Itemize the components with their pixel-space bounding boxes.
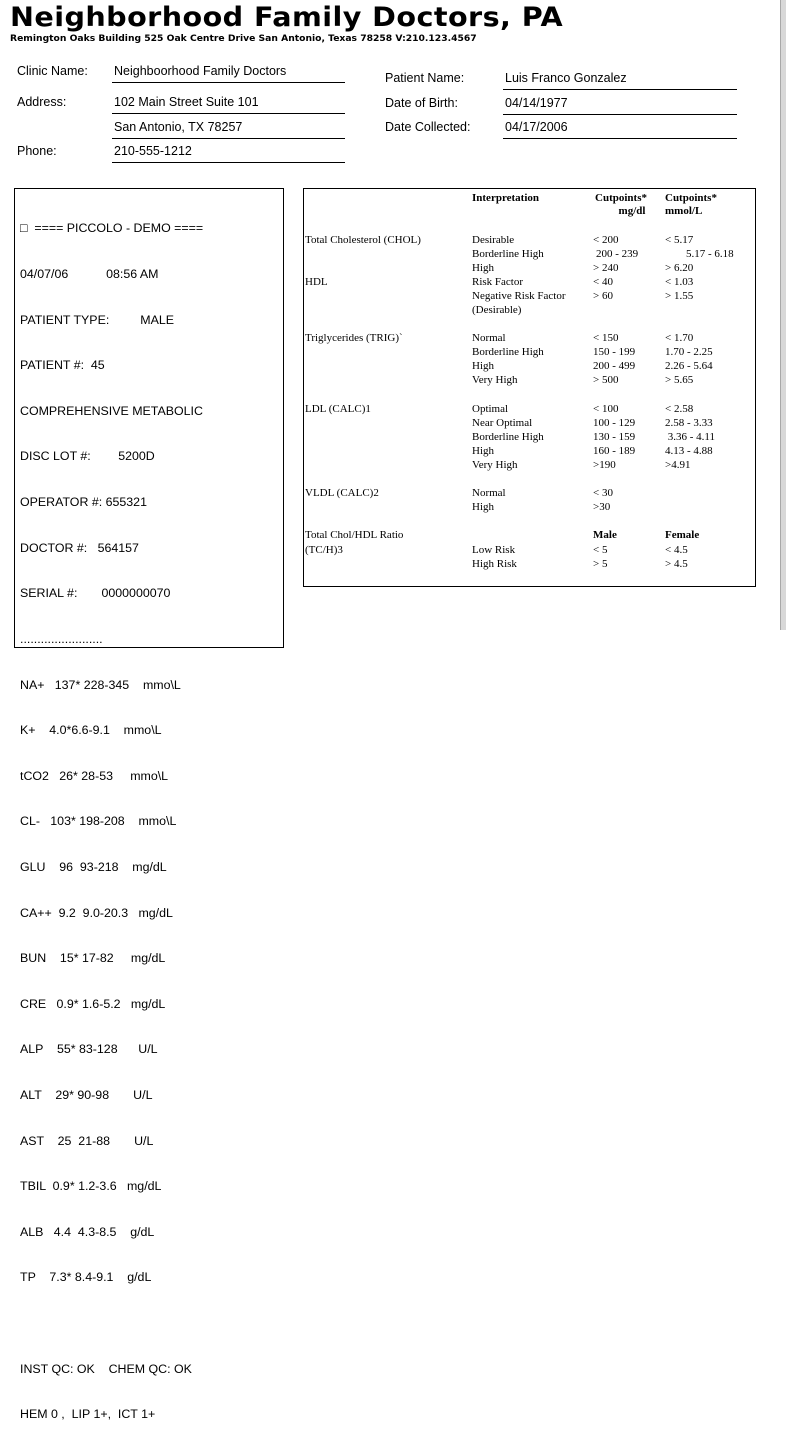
range-mgdl: > 240: [593, 262, 619, 274]
analyzer-printout: [20, 191, 203, 1438]
cutpoints-mgdl-header: [588, 192, 654, 218]
clinic-phone-label: Phone:: [17, 144, 57, 158]
range-mmol: > 6.20: [665, 262, 694, 274]
range-mgdl: 200 - 239: [596, 248, 639, 260]
date-collected-label: Date Collected:: [385, 120, 471, 134]
patient-name-label: Patient Name:: [385, 71, 465, 85]
cutpoints-mmol-header-line1: Cutpoints*: [665, 192, 717, 204]
vldl-label: VLDL (CALC)2: [305, 487, 379, 499]
clinic-address-line2: San Antonio, TX 78257: [112, 120, 345, 139]
range-interp: Optimal: [472, 403, 509, 415]
range-interp: (Desirable): [472, 304, 522, 316]
range-interp: Borderline High: [472, 346, 544, 358]
printout-line: COMPREHENSIVE METABOLIC: [20, 403, 203, 418]
window-edge: [780, 0, 786, 630]
range-interp: Negative Risk Factor: [472, 290, 566, 302]
range-interp: Desirable: [472, 234, 515, 246]
printout-line: [20, 1316, 203, 1331]
hdl-label: HDL: [305, 276, 328, 288]
dob-label: Date of Birth:: [385, 96, 458, 110]
range-interp: High: [472, 445, 494, 457]
range-male: > 5: [593, 558, 608, 570]
ldl-label: LDL (CALC)1: [305, 403, 371, 415]
range-interp: High: [472, 501, 494, 513]
range-mmol: 5.17 - 6.18: [686, 248, 734, 260]
range-interp: High: [472, 262, 494, 274]
clinic-name-label: Clinic Name:: [17, 64, 88, 78]
printout-line: TP 7.3* 8.4-9.1 g/dL: [20, 1270, 152, 1285]
printout-line: PATIENT TYPE: MALE: [20, 312, 175, 327]
range-mmol: >4.91: [665, 459, 691, 471]
cutpoints-mgdl-header-line1: Cutpoints*: [595, 192, 647, 204]
range-interp: Very High: [472, 374, 518, 386]
patient-name-field: Luis Franco Gonzalez: [503, 71, 737, 90]
range-mgdl: > 60: [593, 290, 613, 302]
range-interp: Normal: [472, 332, 506, 344]
range-interp: Very High: [472, 459, 518, 471]
range-interp: Risk Factor: [472, 276, 524, 288]
range-interp: Near Optimal: [472, 417, 533, 429]
range-interp: Borderline High: [472, 431, 544, 443]
printout-line: INST QC: OK CHEM QC: OK: [20, 1361, 192, 1376]
range-mmol: 1.70 - 2.25: [665, 346, 713, 358]
range-mgdl: 150 - 199: [593, 346, 636, 358]
range-mgdl: < 30: [593, 487, 613, 499]
range-mmol: < 5.17: [665, 234, 694, 246]
range-interp: Low Risk: [472, 544, 516, 556]
clinic-address-line1: 102 Main Street Suite 101: [112, 95, 345, 114]
printout-line: ........................: [20, 631, 103, 646]
ratio-label-line2: (TC/H)3: [305, 544, 343, 556]
printout-line: CRE 0.9* 1.6-5.2 mg/dL: [20, 996, 166, 1011]
range-mgdl: 100 - 129: [593, 417, 636, 429]
printout-line: □ ==== PICCOLO - DEMO ====: [20, 221, 204, 236]
trig-label: Triglycerides (TRIG)`: [305, 332, 403, 344]
male-header: Male: [593, 529, 617, 541]
printout-line: K+ 4.0*6.6-9.1 mmo\L: [20, 723, 162, 738]
interpretation-header: Interpretation: [472, 192, 540, 204]
range-mmol: > 5.65: [665, 374, 694, 386]
printout-line: AST 25 21-88 U/L: [20, 1133, 154, 1148]
printout-line: HEM 0 , LIP 1+, ICT 1+: [20, 1407, 156, 1422]
cutpoints-mmol-header: [665, 192, 717, 218]
ratio-label: [305, 529, 403, 557]
printout-line: DOCTOR #: 564157: [20, 540, 139, 555]
practice-address: Remington Oaks Building 525 Oak Centre Drive San Antonio, Texas 78258 V:210.123.4567: [10, 33, 477, 44]
printout-line: DISC LOT #: 5200D: [20, 449, 155, 464]
printout-line: BUN 15* 17-82 mg/dL: [20, 951, 166, 966]
printout-line: CA++ 9.2 9.0-20.3 mg/dL: [20, 905, 173, 920]
chol-label: Total Cholesterol (CHOL): [305, 234, 421, 246]
printout-line: ALP 55* 83-128 U/L: [20, 1042, 158, 1057]
range-mgdl: < 150: [593, 332, 619, 344]
range-mgdl: >190: [593, 459, 616, 471]
range-mgdl: < 200: [593, 234, 619, 246]
range-mmol: 2.26 - 5.64: [665, 360, 713, 372]
printout-line: OPERATOR #: 655321: [20, 495, 147, 510]
range-female: > 4.5: [665, 558, 688, 570]
cutpoints-mgdl-header-line2: mg/dl: [618, 205, 646, 217]
range-mmol: 2.58 - 3.33: [665, 417, 713, 429]
printout-line: ALT 29* 90-98 U/L: [20, 1087, 153, 1102]
range-male: < 5: [593, 544, 608, 556]
cutpoints-mmol-header-line2: mmol/L: [665, 205, 703, 217]
range-female: < 4.5: [665, 544, 688, 556]
range-mmol: > 1.55: [665, 290, 694, 302]
range-mmol: 3.36 - 4.11: [665, 431, 716, 443]
clinic-phone-field: 210-555-1212: [112, 144, 345, 163]
range-interp: High: [472, 360, 494, 372]
range-interp: High Risk: [472, 558, 517, 570]
date-collected-field: 04/17/2006: [503, 120, 737, 139]
female-header: Female: [665, 529, 700, 541]
range-mmol: 4.13 - 4.88: [665, 445, 713, 457]
dob-field: 04/14/1977: [503, 96, 737, 115]
clinic-name-field: Neighboorhood Family Doctors: [112, 64, 345, 83]
printout-line: tCO2 26* 28-53 mmo\L: [20, 768, 169, 783]
range-interp: Normal: [472, 487, 506, 499]
range-mmol: < 2.58: [665, 403, 694, 415]
range-mmol: < 1.03: [665, 276, 694, 288]
printout-line: ALB 4.4 4.3-8.5 g/dL: [20, 1224, 155, 1239]
range-mgdl: 130 - 159: [593, 431, 636, 443]
printout-line: GLU 96 93-218 mg/dL: [20, 859, 167, 874]
printout-line: SERIAL #: 0000000070: [20, 586, 171, 601]
range-mgdl: >30: [593, 501, 611, 513]
range-mgdl: 200 - 499: [593, 360, 636, 372]
printout-line: NA+ 137* 228-345 mmo\L: [20, 677, 181, 692]
range-mmol: < 1.70: [665, 332, 694, 344]
range-mgdl: 160 - 189: [593, 445, 636, 457]
ratio-label-line1: Total Chol/HDL Ratio: [305, 529, 404, 541]
printout-line: TBIL 0.9* 1.2-3.6 mg/dL: [20, 1179, 162, 1194]
range-mgdl: < 100: [593, 403, 619, 415]
printout-line: 04/07/06 08:56 AM: [20, 267, 159, 282]
page-title: Neighborhood Family Doctors, PA: [10, 2, 564, 33]
printout-line: CL- 103* 198-208 mmo\L: [20, 814, 177, 829]
range-mgdl: < 40: [593, 276, 613, 288]
range-mgdl: > 500: [593, 374, 619, 386]
printout-line: PATIENT #: 45: [20, 358, 105, 373]
clinic-address-label: Address:: [17, 95, 67, 109]
range-interp: Borderline High: [472, 248, 544, 260]
